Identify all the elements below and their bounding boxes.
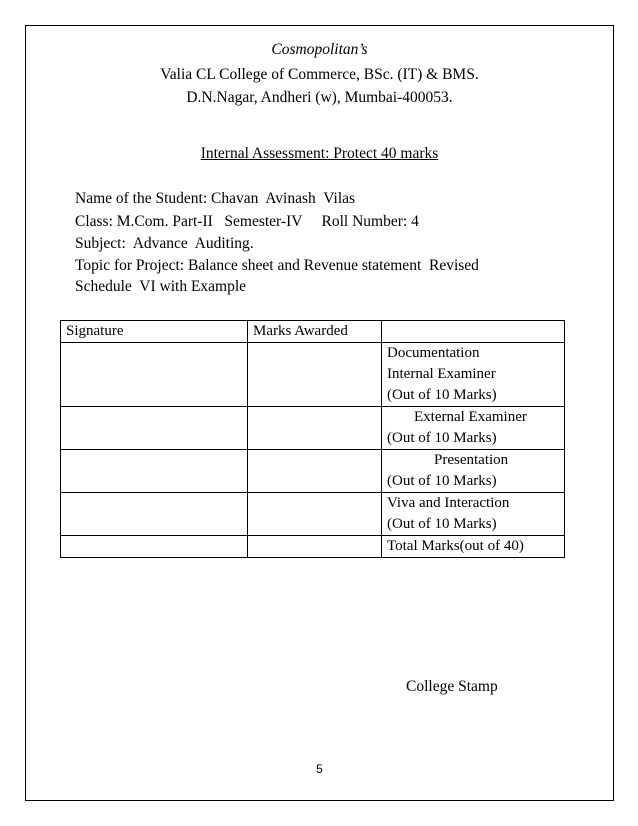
criteria-cell (382, 450, 565, 493)
signature-cell[interactable] (61, 536, 248, 558)
marks-cell[interactable] (248, 407, 382, 450)
topic-line-continued: Schedule VI with Example (75, 278, 247, 295)
criteria-line: Viva and Interaction (387, 495, 510, 511)
assessment-title: Internal Assessment: Protect 40 marks (200, 145, 439, 162)
table-row (61, 493, 565, 536)
signature-cell[interactable] (61, 407, 248, 450)
criteria-cell (382, 536, 565, 558)
criteria-cell (382, 407, 565, 450)
marks-table (60, 320, 565, 558)
header-criteria (382, 321, 565, 343)
page-number: 5 (316, 762, 323, 776)
criteria-line: Presentation (434, 452, 509, 468)
institution-short-name: Cosmopolitan’s (271, 41, 368, 58)
table-row-total (61, 536, 565, 558)
criteria-line: (Out of 10 Marks) (387, 430, 497, 446)
marks-cell[interactable] (248, 493, 382, 536)
table-row (61, 343, 565, 407)
table-row (61, 450, 565, 493)
topic-line: Topic for Project: Balance sheet and Revenue statement Revised (75, 257, 479, 274)
class-line: Class: M.Com. Part-II Semester-IV Roll Number: 4 (75, 213, 419, 230)
criteria-line: (Out of 10 Marks) (387, 516, 497, 532)
criteria-cell (382, 343, 565, 407)
signature-cell[interactable] (61, 343, 248, 407)
college-stamp-label: College Stamp (406, 678, 498, 695)
criteria-line: External Examiner (414, 409, 527, 425)
criteria-line: Internal Examiner (387, 366, 496, 382)
assessment-title-wrap (25, 145, 614, 163)
header-signature: Signature (61, 321, 248, 343)
criteria-line: Documentation (387, 345, 480, 361)
marks-cell[interactable] (248, 450, 382, 493)
marks-cell[interactable] (248, 343, 382, 407)
table-row (61, 407, 565, 450)
signature-cell[interactable] (61, 450, 248, 493)
criteria-cell (382, 493, 565, 536)
student-name: Name of the Student: Chavan Avinash Vilas (75, 190, 356, 207)
table-header-row (61, 321, 565, 343)
criteria-line: Total Marks(out of 40) (387, 538, 524, 554)
signature-cell[interactable] (61, 493, 248, 536)
criteria-line: (Out of 10 Marks) (387, 387, 497, 403)
college-name: Valia CL College of Commerce, BSc. (IT) & BMS. (160, 66, 479, 83)
criteria-line: (Out of 10 Marks) (387, 473, 497, 489)
marks-cell[interactable] (248, 536, 382, 558)
college-address: D.N.Nagar, Andheri (w), Mumbai-400053. (186, 89, 453, 106)
header-marks-awarded: Marks Awarded (248, 321, 382, 343)
subject-line: Subject: Advance Auditing. (75, 235, 254, 252)
